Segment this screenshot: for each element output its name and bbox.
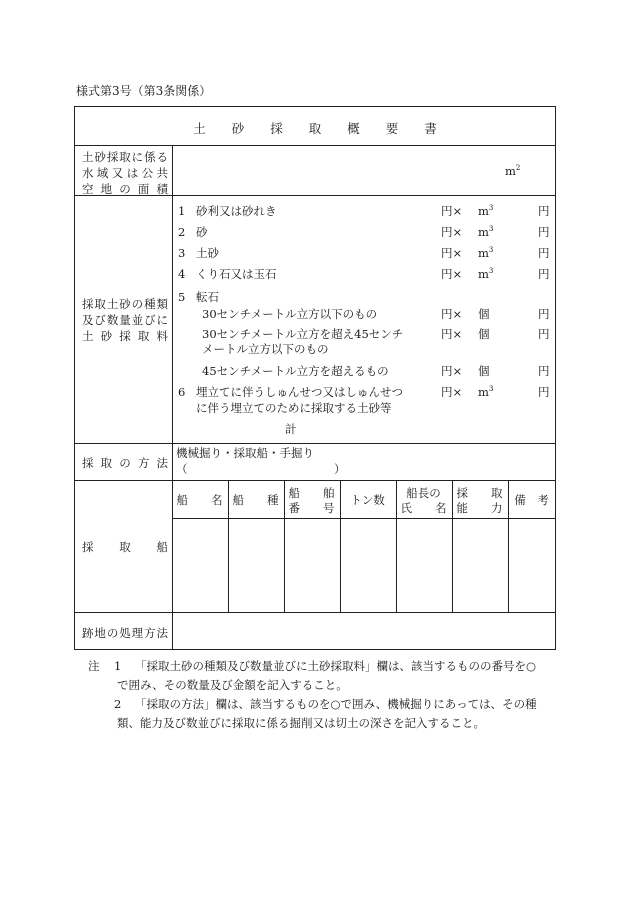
fee-subitem-qty-unit: 個 (478, 327, 490, 341)
fee-item-text: 砂 (196, 225, 208, 239)
form-title (74, 119, 556, 137)
ship-header-line: 採 取 (456, 486, 503, 500)
area-label-line-2: 水域又は公共 (82, 166, 168, 180)
method-paren-close: ） (334, 462, 346, 476)
fee-total-label: 計 (285, 422, 297, 436)
fee-subitem-qty-unit: 個 (478, 364, 490, 378)
method-label: 採取の方法 (82, 456, 168, 470)
fee-label-line-2: 及び数量並びに (82, 313, 168, 327)
fee-item-text: 転石 (196, 290, 219, 304)
ship-header-line: 備 考 (514, 493, 549, 507)
area-label-line-1: 土砂採取に係る (82, 150, 168, 164)
fee-subitem-yen: 円 (538, 364, 550, 378)
fee-item-text: 土砂 (196, 246, 219, 260)
title-char: 要 (385, 121, 399, 136)
fee-item-number: 6 (178, 385, 186, 399)
title-char: 書 (424, 121, 437, 136)
fee-item-number: 5 (178, 290, 186, 304)
fee-item-number: 2 (178, 225, 186, 239)
method-options: 機械掘り・採取船・手掘り (176, 446, 314, 460)
fee-subitem-text: 30センチメートル立方を超え45センチ (202, 327, 404, 341)
title-char: 採 (270, 121, 283, 136)
rule-fee-bottom (75, 443, 555, 444)
area-unit: $m^2$ (505, 164, 521, 178)
ship-header-line: 船 種 (232, 493, 279, 507)
ship-header-line: 船 舶 (288, 486, 335, 500)
fee-item-number: 1 (178, 204, 186, 218)
fee-item-qty-unit: $m^3$ (478, 267, 494, 281)
fee-item-text: 埋立てに伴うしゅんせつ又はしゅんせつ (196, 385, 403, 399)
form-reference: 様式第3号（第3条関係） (76, 84, 212, 98)
fee-item-price-unit: 円× (441, 267, 463, 281)
fee-label-line-1: 採取土砂の種類 (82, 297, 168, 311)
fee-item-number: 4 (178, 267, 186, 281)
ship-header-name (172, 486, 227, 522)
ship-header-line: 番 号 (288, 501, 335, 515)
method-paren-open: （ (176, 462, 188, 476)
rule-title-bottom (75, 145, 555, 146)
ship-header-tonnage (340, 486, 395, 522)
fee-subitem-yen: 円 (538, 307, 550, 321)
fee-item-price-unit: 円× (441, 204, 463, 218)
fee-subitem-text: 45センチメートル立方を超えるもの (202, 364, 389, 378)
fee-item-price-unit: 円× (441, 225, 463, 239)
title-char: 砂 (231, 121, 245, 136)
note-number: 1 (114, 659, 122, 673)
fee-item-yen: 円 (538, 246, 550, 260)
fee-item-text-cont: に伴う埋立てのために採取する土砂等 (196, 401, 392, 415)
fee-item-qty-unit: $m^3$ (478, 225, 494, 239)
fee-subitem-text-cont: メートル立方以下のもの (202, 342, 329, 356)
fee-item-text: 砂利又は砂れき (196, 204, 277, 218)
fee-subitem-price-unit: 円× (441, 327, 463, 341)
ship-header-line: 能 力 (456, 501, 503, 515)
ship-header-line: トン数 (350, 493, 385, 507)
note-number: 2 (114, 697, 122, 711)
title-char: 取 (308, 121, 322, 136)
fee-item-qty-unit: $m^3$ (478, 246, 494, 260)
fee-subitem-price-unit: 円× (441, 364, 463, 378)
ship-header-type (228, 486, 283, 522)
fee-item-qty-unit: $m^3$ (478, 204, 494, 218)
fee-item-yen: 円 (538, 204, 550, 218)
ship-header-line: 船長の (406, 486, 441, 500)
rule-label-column (172, 145, 173, 650)
ship-header-number (284, 486, 339, 522)
area-label-line-3: 空地の面積 (82, 182, 168, 196)
note-text: 「採取の方法」欄は、該当するものを○で囲み、機械掘りにあっては、その種 (135, 697, 537, 711)
title-char: 概 (347, 121, 360, 136)
site-label: 跡地の処理方法 (82, 626, 168, 640)
ship-header-remarks (508, 486, 555, 522)
ship-header-line: 船 名 (176, 493, 223, 507)
ship-header-line: 氏 名 (400, 501, 447, 515)
fee-item-qty-unit: $m^3$ (478, 385, 494, 399)
ship-header-capacity (452, 486, 507, 522)
fee-item-yen: 円 (538, 385, 550, 399)
fee-subitem-price-unit: 円× (441, 307, 463, 321)
fee-subitem-yen: 円 (538, 327, 550, 341)
fee-item-text: くり石又は玉石 (196, 267, 277, 281)
title-char: 土 (193, 121, 206, 136)
ship-header-captain (396, 486, 451, 522)
ship-label: 採取船 (82, 540, 168, 554)
fee-item-price-unit: 円× (441, 246, 463, 260)
fee-item-price-unit: 円× (441, 385, 463, 399)
fee-label-line-3: 土砂採取料 (82, 329, 168, 343)
fee-item-number: 3 (178, 246, 186, 260)
fee-subitem-qty-unit: 個 (478, 307, 490, 321)
rule-method-bottom (75, 480, 555, 481)
note-text-cont: 類、能力及び数並びに採取に係る掘削又は切土の深さを記入すること。 (117, 716, 485, 730)
fee-item-yen: 円 (538, 267, 550, 281)
fee-subitem-text: 30センチメートル立方以下のもの (202, 307, 378, 321)
notes-prefix: 注 (88, 659, 100, 673)
rule-ship-bottom (75, 612, 555, 613)
note-text-cont: で囲み、その数量及び金額を記入すること。 (117, 678, 348, 692)
note-text: 「採取土砂の種類及び数量並びに土砂採取料」欄は、該当するものの番号を○ (135, 659, 537, 673)
fee-item-yen: 円 (538, 225, 550, 239)
